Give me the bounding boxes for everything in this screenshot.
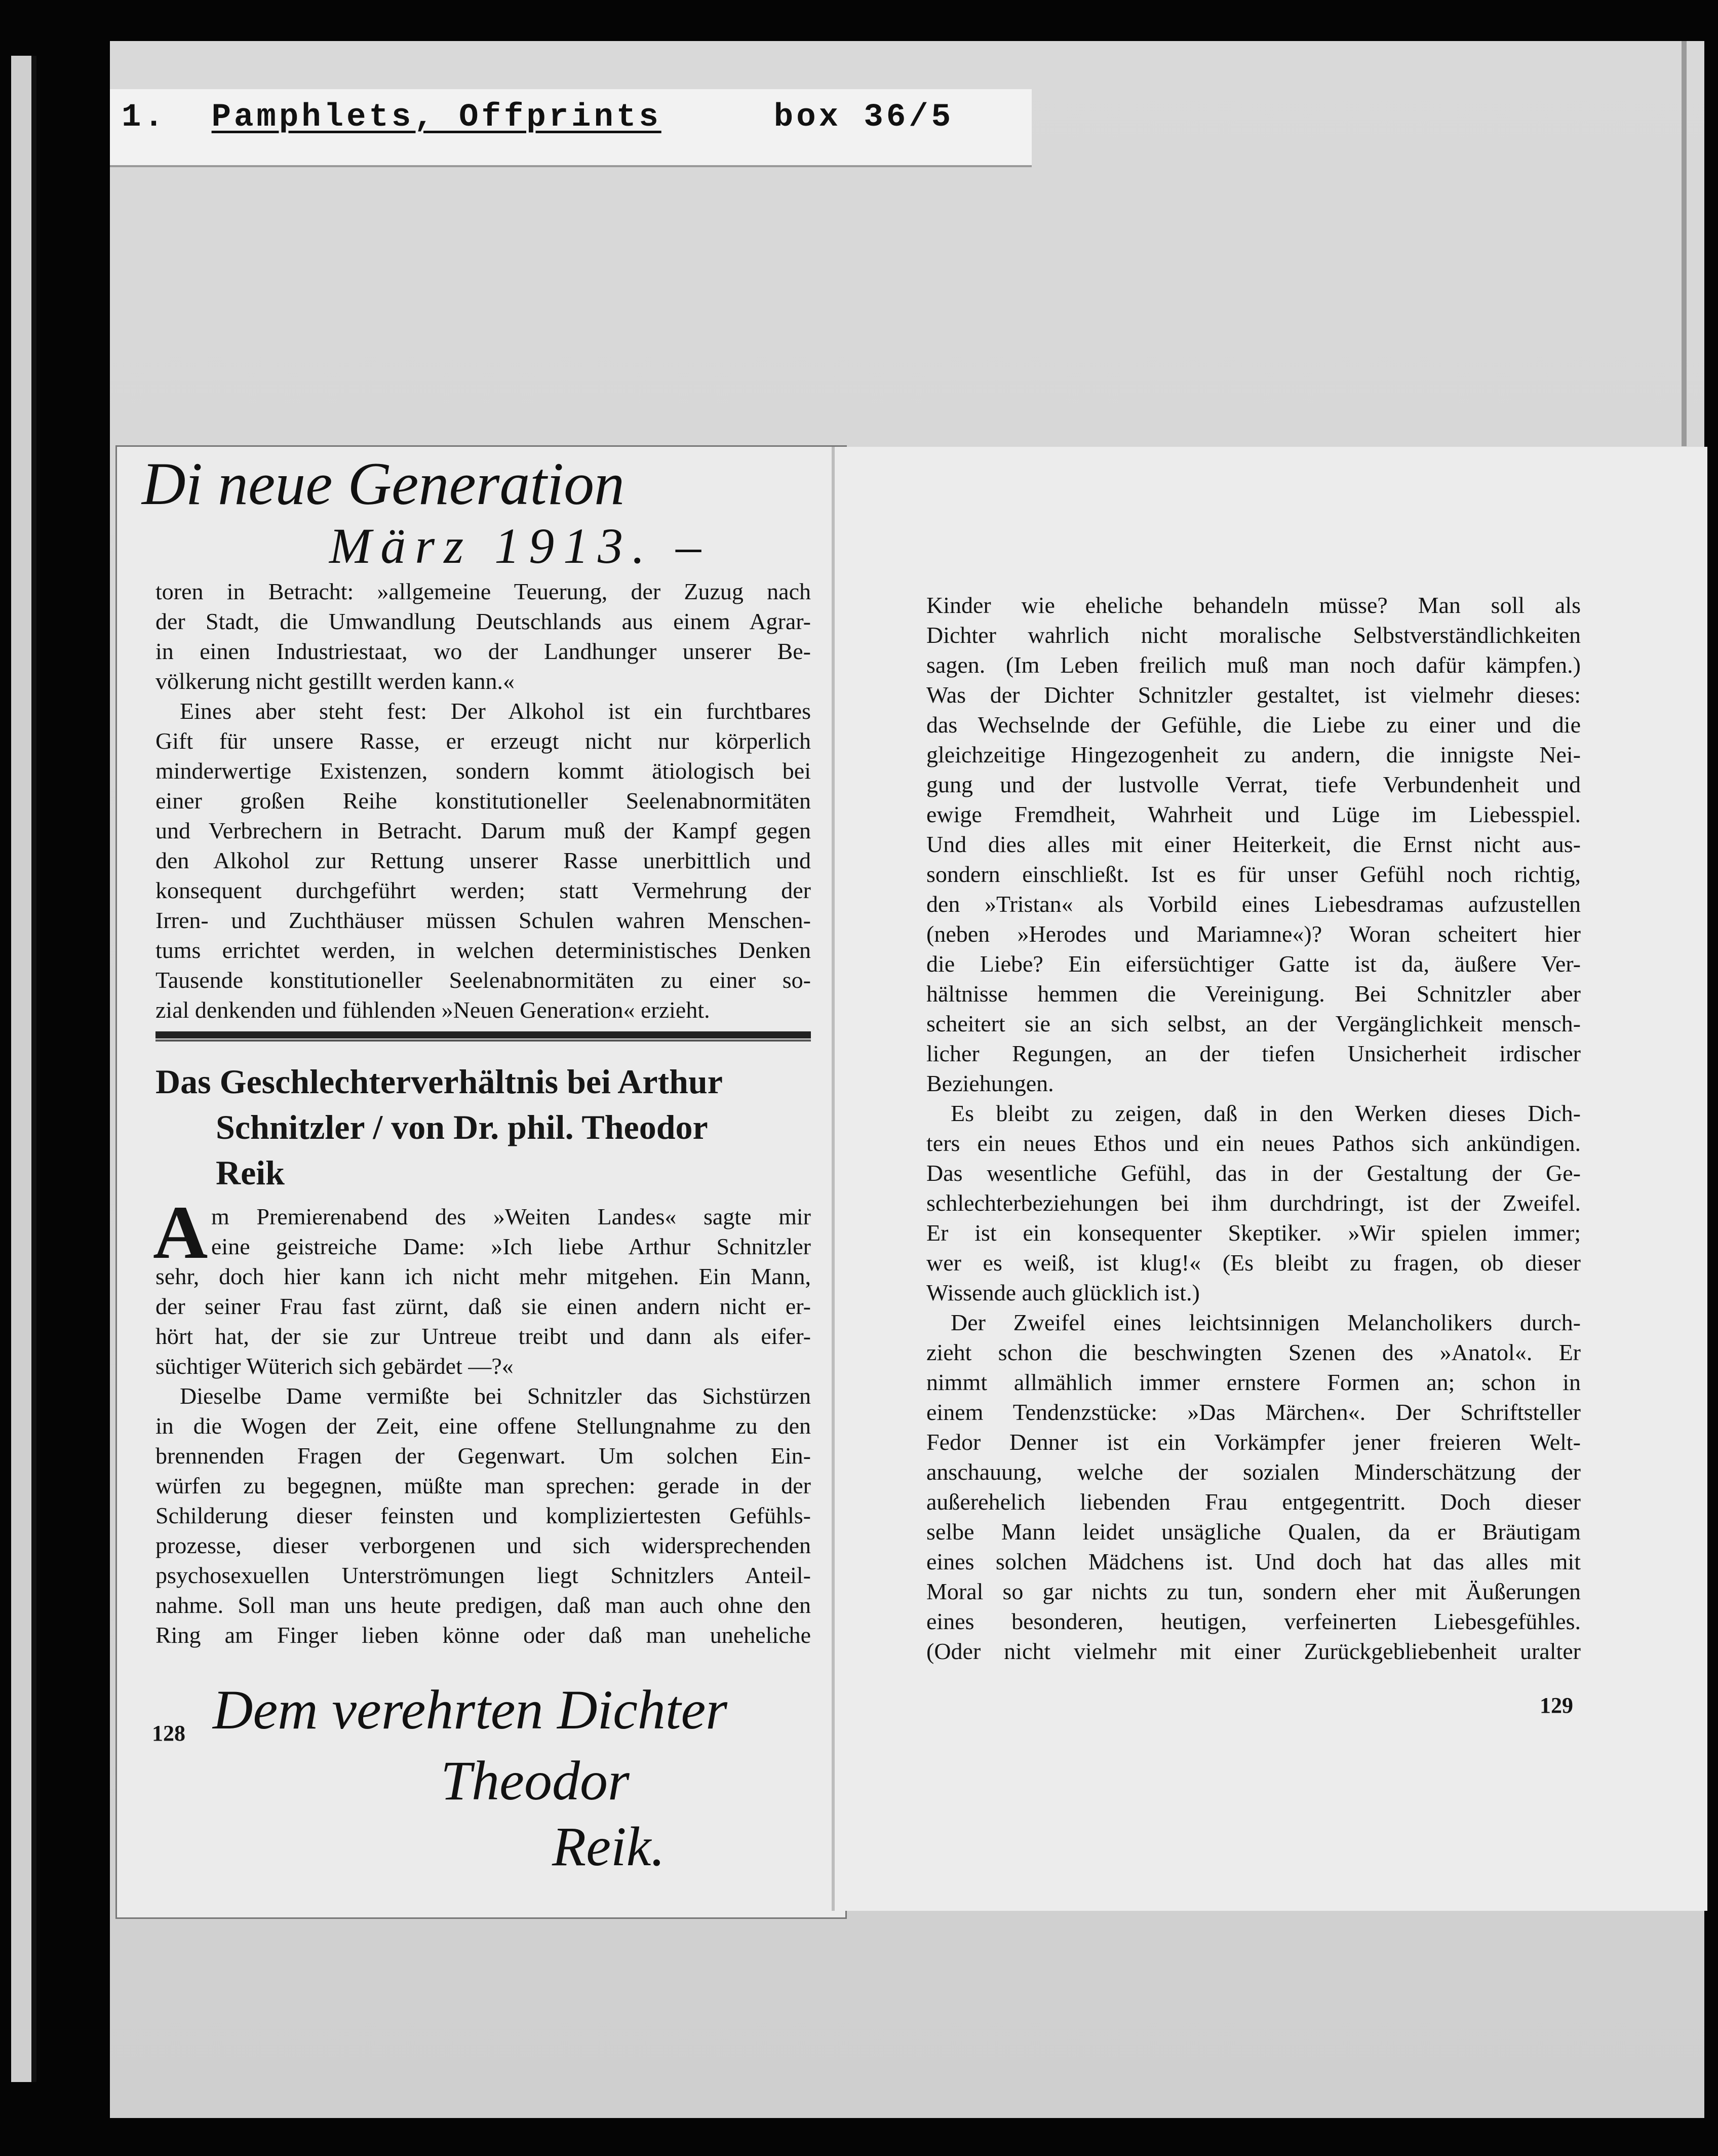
headline-line-3: Reik xyxy=(216,1153,285,1192)
text-line: süchtiger Wüterich sich gebärdet —?« xyxy=(155,1353,514,1379)
text-line: toren in Betracht: »allgemeine Teuerung, der Zuzug nach xyxy=(155,579,811,604)
handwritten-source-line1: Di neue Generation xyxy=(142,450,625,517)
text-line: eines solchen Mädchens ist. Und doch hat das alles mit xyxy=(926,1549,1581,1574)
text-line: das Wechselnde der Gefühle, die Liebe zu einer und die xyxy=(926,712,1581,738)
handwritten-source-line2: März 1913. – xyxy=(329,518,711,574)
text-line: brennenden Fragen der Gegenwart. Um solchen Ein- xyxy=(155,1443,811,1469)
text-line: völkerung nicht gestillt werden kann.« xyxy=(155,668,515,694)
text-line: Tausende konstitutioneller Seelenabnormitäten zu einer so- xyxy=(155,967,811,993)
page-number-left: 128 xyxy=(152,1721,185,1746)
text-line: (Oder nicht vielmehr mit einer Zurückgebliebenheit uralter xyxy=(926,1638,1581,1664)
text-line: Dichter wahrlich nicht moralische Selbstverständlichkeiten xyxy=(926,622,1581,648)
text-line: Kinder wie eheliche behandeln müsse? Man soll als xyxy=(926,592,1581,618)
text-line: nimmt allmählich immer ernstere Formen an; schon in xyxy=(926,1369,1581,1395)
text-line: eines besonderen, heutigen, verfeinerten Liebesgefühles. xyxy=(926,1608,1581,1634)
left-column-article-text xyxy=(153,1190,811,1650)
text-line: m Premierenabend des »Weiten Landes« sagte mir xyxy=(211,1204,811,1229)
text-line: den »Tristan« als Vorbild eines Liebesdramas aufzustellen xyxy=(926,891,1581,917)
text-line: Es bleibt zu zeigen, daß in den Werken dieses Dich- xyxy=(951,1100,1581,1126)
section-rule-thin xyxy=(155,1040,811,1042)
label-box: box 36/5 xyxy=(773,99,954,136)
text-line: schlechterbeziehungen bei ihm durchdringt, ist der Zweifel. xyxy=(926,1190,1581,1216)
text-line: Was der Dichter Schnitzler gestaltet, ist vielmehr dieses: xyxy=(926,682,1581,708)
text-line: sehr, doch hier kann ich nicht mehr mitgehen. Ein Mann, xyxy=(155,1263,811,1289)
text-line: die Liebe? Ein eifersüchtiger Gatte ist da, äußere Ver- xyxy=(926,951,1581,977)
text-line: sondern einschließt. Ist es für unser Gefühl noch richtig, xyxy=(926,861,1581,887)
left-column-top-text xyxy=(155,576,811,1025)
text-line: Schilderung dieser feinsten und kompliziertesten Gefühls- xyxy=(155,1503,811,1528)
text-line: Beziehungen. xyxy=(926,1070,1054,1096)
page-number-right: 129 xyxy=(1540,1693,1573,1718)
text-line: Der Zweifel eines leichtsinnigen Melancholikers durch- xyxy=(951,1310,1581,1335)
text-line: Gift für unsere Rasse, er erzeugt nicht nur körperlich xyxy=(155,728,811,754)
text-line: Moral so gar nichts zu tun, sondern eher mit Äußerungen xyxy=(926,1578,1581,1604)
text-line: Eines aber steht fest: Der Alkohol ist ein furchtbares xyxy=(180,698,811,724)
text-line: Ring am Finger lieben könne oder daß man uneheliche xyxy=(155,1622,811,1648)
text-line: Und dies alles mit einer Heiterkeit, die Ernst nicht aus- xyxy=(926,831,1581,857)
text-line: konsequent durchgeführt werden; statt Vermehrung der xyxy=(155,877,811,903)
handwritten-dedication-line1: Dem verehrten Dichter xyxy=(213,1679,728,1741)
text-line: minderwertige Existenzen, sondern kommt ätiologisch bei xyxy=(155,758,811,784)
text-line: in die Wogen der Zeit, eine offene Stellungnahme zu den xyxy=(155,1413,811,1439)
text-line: den Alkohol zur Rettung unserer Rasse unerbittlich und xyxy=(155,848,811,873)
handwritten-signature-first: Theodor xyxy=(441,1750,630,1812)
text-line: Fedor Denner ist ein Vorkämpfer jener freieren Welt- xyxy=(926,1429,1581,1455)
text-line: licher Regungen, an der tiefen Unsicherheit irdischer xyxy=(926,1041,1581,1066)
text-line: Wissende auch glücklich ist.) xyxy=(926,1280,1200,1305)
text-line: zieht schon die beschwingten Szenen des »Anatol«. Er xyxy=(926,1339,1581,1365)
text-line: (neben »Herodes und Mariamne«)? Woran scheitert hier xyxy=(926,921,1581,947)
text-line: psychosexuellen Unterströmungen liegt Schnitzlers Anteil- xyxy=(155,1562,811,1588)
text-line: würfen zu begegnen, müßte man sprechen: gerade in der xyxy=(155,1473,811,1498)
text-line: hältnisse hemmen die Vereinigung. Bei Schnitzler aber xyxy=(926,981,1581,1007)
text-line: Das wesentliche Gefühl, das in der Gestaltung der Ge- xyxy=(926,1160,1581,1186)
drop-cap: A xyxy=(153,1190,208,1275)
text-line: gung und der lustvolle Verrat, tiefe Verbundenheit und xyxy=(926,772,1581,797)
text-line: prozesse, dieser verborgenen und sich widersprechenden xyxy=(155,1532,811,1558)
text-line: sagen. (Im Leben freilich muß man noch dafür kämpfen.) xyxy=(926,652,1581,678)
label-title: Pamphlets, Offprints xyxy=(211,99,661,136)
headline-line-1: Das Geschlechterverhältnis bei Arthur xyxy=(155,1062,723,1101)
text-line: ewige Fremdheit, Wahrheit und Lüge im Liebesspiel. xyxy=(926,801,1581,827)
text-line: eine geistreiche Dame: »Ich liebe Arthur Schnitzler xyxy=(211,1234,811,1259)
text-line: und Verbrechern in Betracht. Darum muß der Kampf gegen xyxy=(155,818,811,843)
handwritten-signature-last: Reik. xyxy=(552,1816,665,1877)
text-line: hört hat, der sie zur Untreue treibt und dann als eifer- xyxy=(155,1323,811,1349)
text-line: wer es weiß, ist klug!« (Es bleibt zu fragen, ob dieser xyxy=(926,1250,1581,1276)
label-number: 1. xyxy=(122,99,167,136)
text-line: selbe Mann leidet unsägliche Qualen, da er Bräutigam xyxy=(926,1519,1581,1545)
text-line: einem Tendenzstücke: »Das Märchen«. Der Schriftsteller xyxy=(926,1399,1581,1425)
text-line: in einen Industriestaat, wo der Landhunger unserer Be- xyxy=(155,638,811,664)
adjacent-page-shadow xyxy=(31,56,36,2082)
text-line: nahme. Soll man uns heute predigen, daß man auch ohne den xyxy=(155,1592,811,1618)
adjacent-page-edge xyxy=(11,56,31,2082)
text-line: scheitert sie an sich selbst, an der Vergänglichkeit mensch- xyxy=(926,1011,1581,1036)
text-line: Er ist ein konsequenter Skeptiker. »Wir spielen immer; xyxy=(926,1220,1581,1246)
archive-label xyxy=(122,99,954,136)
text-line: der seiner Frau fast zürnt, daß sie einen andern nicht er- xyxy=(155,1293,811,1319)
section-rule xyxy=(155,1031,811,1038)
text-line: außerehelich liebenden Frau entgegentritt. Doch dieser xyxy=(926,1489,1581,1515)
text-line: Irren- und Zuchthäuser müssen Schulen wahren Menschen- xyxy=(155,907,811,933)
sheet-edge xyxy=(1682,41,1687,446)
text-line: einer großen Reihe konstitutioneller Seelenabnormitäten xyxy=(155,788,811,814)
text-line: anschauung, welche der sozialen Minderschätzung der xyxy=(926,1459,1581,1485)
text-line: Dieselbe Dame vermißte bei Schnitzler das Sichstürzen xyxy=(180,1383,811,1409)
text-line: der Stadt, die Umwandlung Deutschlands aus einem Agrar- xyxy=(155,608,811,634)
headline-line-2: Schnitzler / von Dr. phil. Theodor xyxy=(216,1108,708,1146)
right-column-text xyxy=(926,590,1581,1666)
text-line: gleichzeitige Hingezogenheit zu andern, die innigste Nei- xyxy=(926,742,1581,767)
text-line: ters ein neues Ethos und ein neues Pathos sich ankündigen. xyxy=(926,1130,1581,1156)
text-line: tums errichtet werden, in welchen deterministisches Denken xyxy=(155,937,811,963)
text-line: zial denkenden und fühlenden »Neuen Generation« erzieht. xyxy=(155,997,710,1023)
